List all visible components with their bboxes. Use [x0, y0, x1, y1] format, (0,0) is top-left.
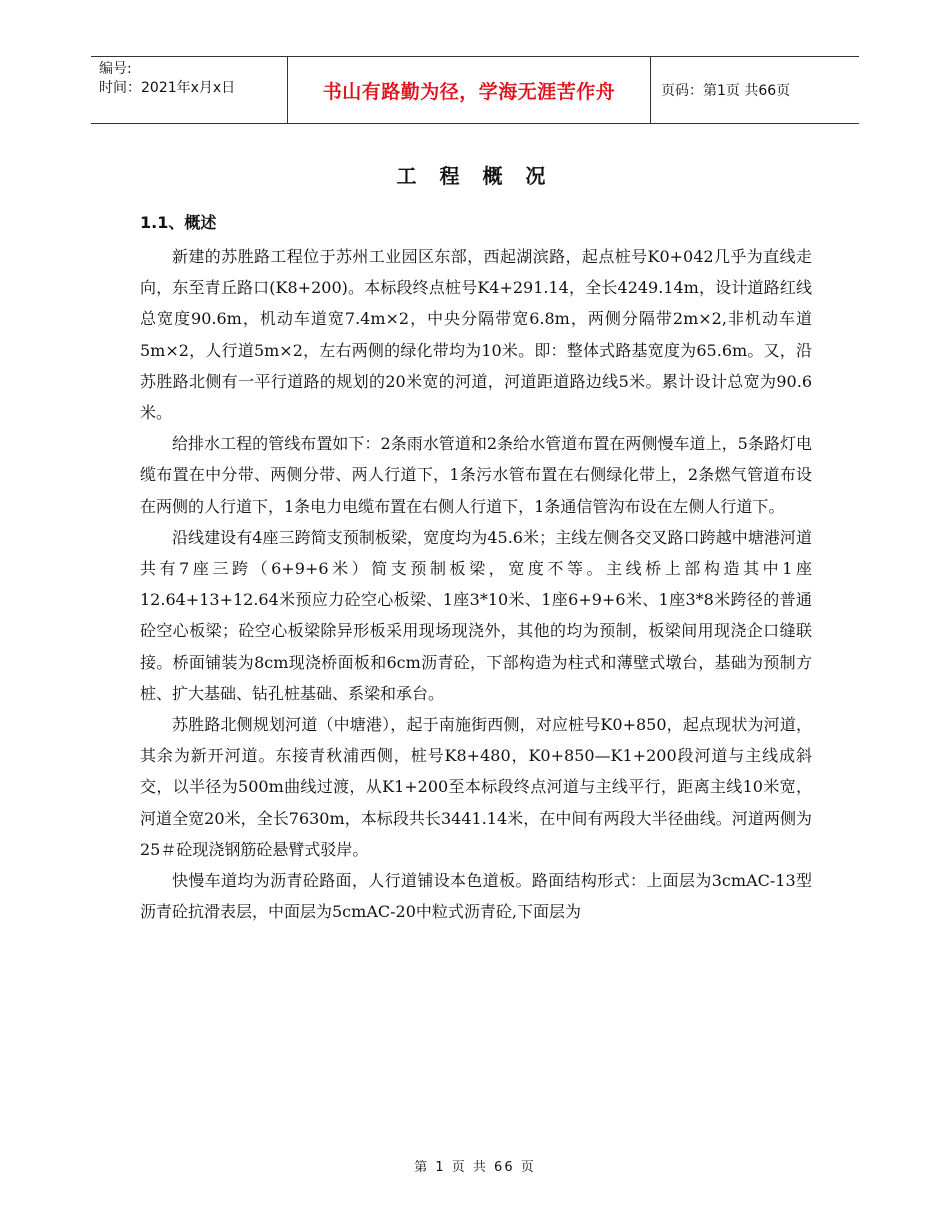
paragraph: 沿线建设有4座三跨简支预制板梁，宽度均为45.6米；主线左侧各交叉路口跨越中塘港河道共有7座三跨（6+9+6米）简支预制板梁，宽度不等。主线桥上部构造其中1座12.64+13+12.64米预应力砼空心板梁、1座3*10米、1座6+9+6米、1座3*8米跨径的普通砼空心板梁；砼空心板梁除异形板采用现场现浇外，其他的均为预制，板梁间用现浇企口缝联接。桥面铺装为8cm现浇桥面板和6cm沥青砼，下部构造为柱式和薄壁式墩台，基础为预制方桩、扩大基础、钻孔桩基础、系梁和承台。 [140, 527, 812, 703]
paragraph: 快慢车道均为沥青砼路面，人行道铺设本色道板。路面结构形式：上面层为3cmAC-13型沥青砼抗滑表层，中面层为5cmAC-20中粒式沥青砼,下面层为 [140, 871, 812, 922]
section-heading: 1.1、概述 [140, 213, 217, 232]
page-footer: 第 1 页 共 66 页 [414, 1160, 536, 1175]
paragraph: 新建的苏胜路工程位于苏州工业园区东部，西起湖滨路，起点桩号K0+042几乎为直线走向，东至青丘路口(K8+200)。本标段终点桩号K4+291.14，全长4249.14m，设计道路红线总宽度90.6m，机动车道宽7.4m×2，中央分隔带宽6.8m，两侧分隔带2m×2,非机动车道5m×2，人行道5m×2，左右两侧的绿化带均为10米。即：整体式路基宽度为65.6m。又，沿苏胜路北侧有一平行道路的规划的20米宽的河道，河道距道路边线5米。累计设计总宽为90.6米。 [140, 247, 812, 423]
paragraph: 苏胜路北侧规划河道（中塘港），起于南施街西侧，对应桩号K0+850，起点现状为河道，其余为新开河道。东接青秋浦西侧，桩号K8+480，K0+850—K1+200段河道与主线成斜交，以半径为500m曲线过渡，从K1+200至本标段终点河道与主线平行，距离主线10米宽，河道全宽20米，全长7630m，本标段共长3441.14米，在中间有两段大半径曲线。河道两侧为25＃砼现浇钢筋砼悬臂式驳岸。 [140, 715, 812, 859]
paragraph: 给排水工程的管线布置如下：2条雨水管道和2条给水管道布置在两侧慢车道上，5条路灯电缆布置在中分带、两侧分带、两人行道下，1条污水管布置在右侧绿化带上，2条燃气管道布设在两侧的人行道下，1条电力电缆布置在右侧人行道下，1条通信管沟布设在左侧人行道下。 [140, 434, 812, 516]
page-header [91, 56, 859, 124]
document-time-label: 时间：2021年x月x日 [99, 80, 236, 96]
document-number-label: 编号: [99, 61, 132, 77]
header-left-cell [91, 57, 287, 123]
document-body [140, 241, 812, 927]
header-page-info: 页码：第1页 共66页 [661, 83, 791, 99]
header-motto: 书山有路勤为径，学海无涯苦作舟 [287, 57, 651, 123]
document-title: 工 程 概 况 [396, 164, 554, 188]
